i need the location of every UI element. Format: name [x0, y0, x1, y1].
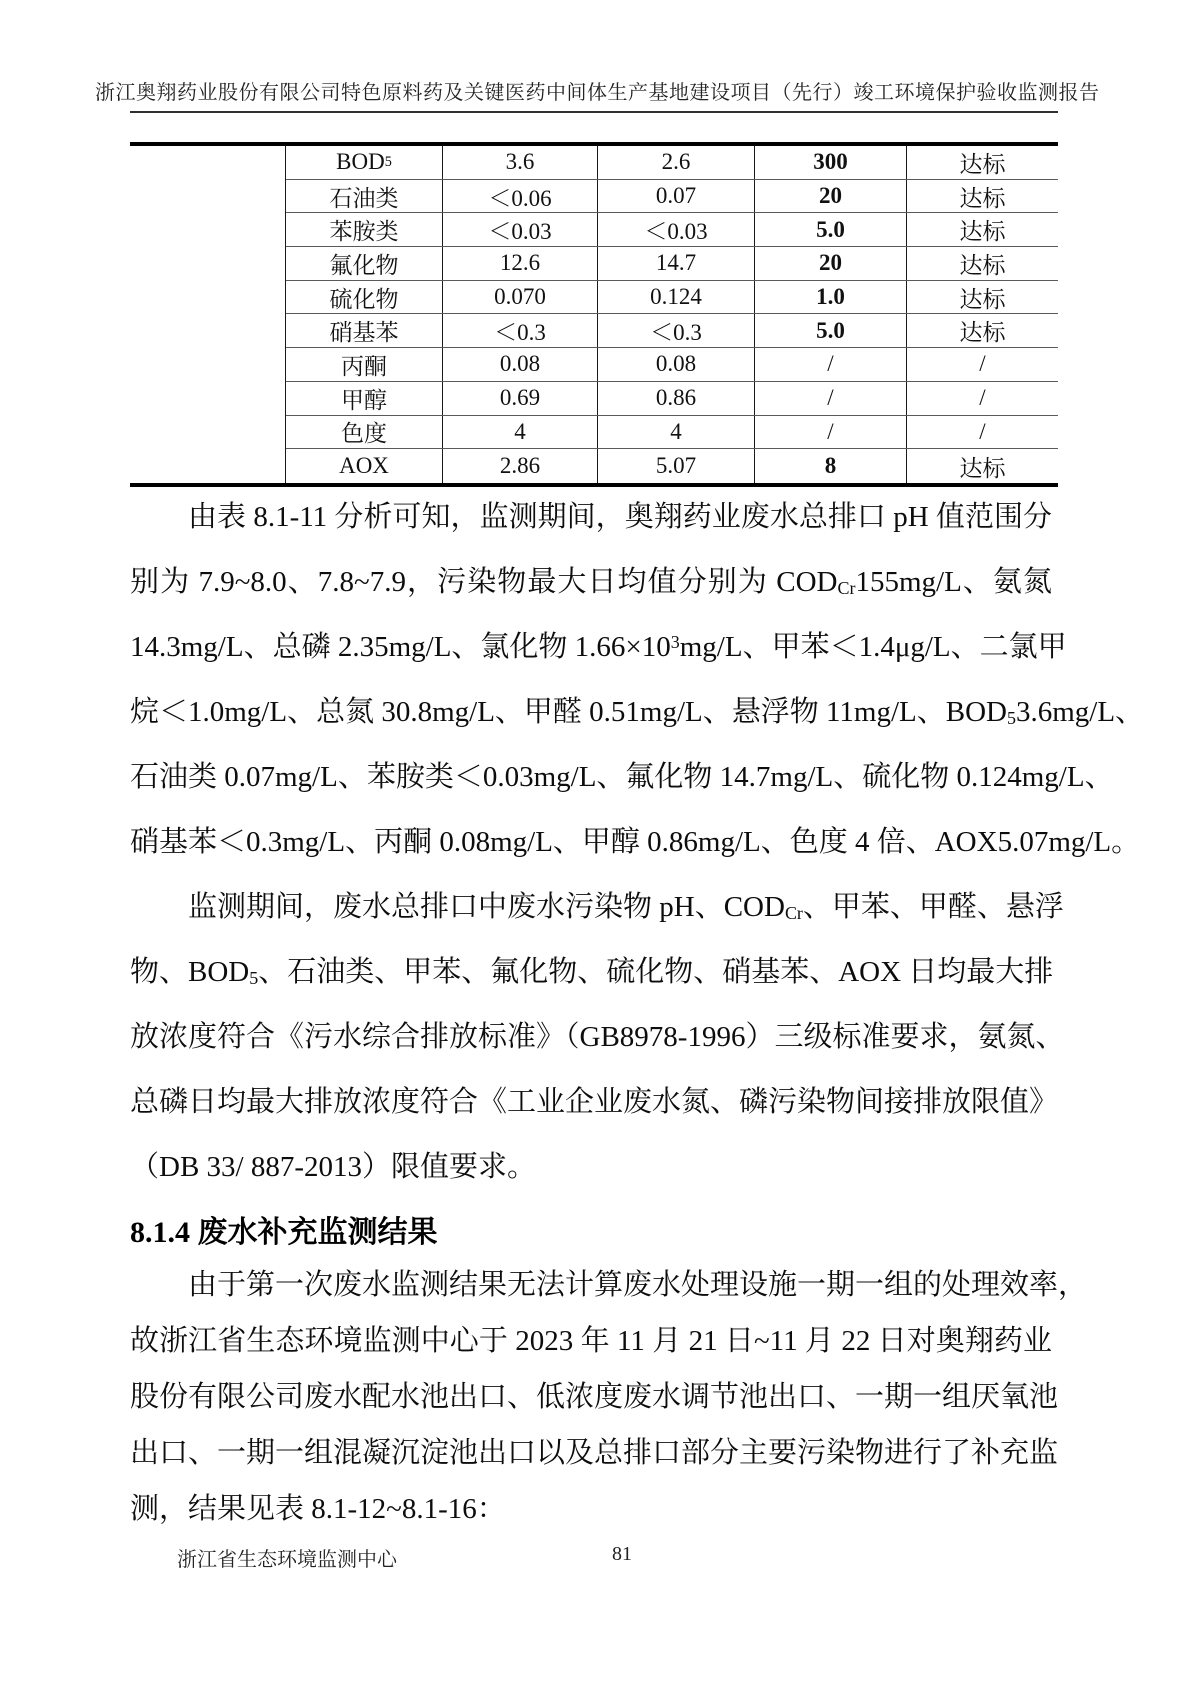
table-merged-empty-cell: [130, 146, 286, 483]
standard-cell: 8: [755, 449, 907, 483]
text-line: 别为 7.9~8.0、7.8~7.9，污染物最大日均值分别为 $COD_{Cr}155mg/L$、氨氮: [130, 566, 1052, 599]
pollutant-table-rows: [286, 146, 1058, 483]
text-line: 14.3mg/L、总磷 2.35mg/L、氯化物 $1.66\times 10^3mg/L$、甲苯＜1.4μg/L、二氯甲: [130, 631, 1067, 663]
outfall-a-cell: 3.6: [443, 146, 598, 179]
outfall-a-cell: 0.070: [443, 281, 598, 314]
text-line: 石油类 0.07mg/L、苯胺类＜0.03mg/L、氟化物 14.7mg/L、硫化物 0.124mg/L、: [130, 761, 1114, 793]
outfall-b-cell: 0.124: [598, 281, 755, 314]
outfall-a-cell: ＜0.06: [443, 180, 598, 213]
outfall-a-cell: 12.6: [443, 247, 598, 280]
param-cell: 苯胺类: [286, 213, 443, 246]
standard-cell: /: [755, 416, 907, 449]
standard-cell: 300: [755, 146, 907, 179]
standard-cell: 20: [755, 247, 907, 280]
footer-organization: 浙江省生态环境监测中心: [177, 1549, 397, 1571]
text-line: 由表 8.1-11 分析可知，监测期间，奥翔药业废水总排口 pH 值范围分: [188, 501, 1052, 533]
outfall-a-cell: 0.08: [443, 348, 598, 381]
table-row: [286, 146, 1058, 180]
table-row: [286, 180, 1058, 214]
text-line: 测，结果见表 8.1-12~8.1-16：: [130, 1493, 506, 1525]
result-cell: 达标: [959, 252, 1006, 278]
outfall-b-cell: 2.6: [598, 146, 755, 179]
result-cell: /: [979, 351, 986, 377]
paragraph-3: [130, 1257, 1088, 1537]
outfall-b-cell: ＜0.03: [598, 213, 755, 246]
outfall-b-cell: 4: [598, 416, 755, 449]
outfall-b-cell: 0.08: [598, 348, 755, 381]
param-cell: 氟化物: [286, 247, 443, 280]
footer-page-number: 81: [612, 1543, 632, 1565]
table-row: [286, 449, 1058, 483]
page-header-title: 浙江奥翔药业股份有限公司特色原料药及关键医药中间体生产基地建设项目（先行）竣工环境保护验收监测报告: [95, 82, 1100, 104]
param-cell: 色度: [286, 416, 443, 449]
text-line: 物、$BOD_5$、石油类、甲苯、氟化物、硫化物、硝基苯、AOX 日均最大排: [130, 956, 1054, 989]
text-line: 故浙江省生态环境监测中心于 2023 年 11 月 21 日~11 月 22 日对奥翔药业: [130, 1325, 1052, 1357]
outfall-b-cell: ＜0.3: [598, 314, 755, 347]
text-line: 总磷日均最大排放浓度符合《工业企业废水氮、磷污染物间接排放限值》: [130, 1086, 1059, 1118]
table-row: [286, 314, 1058, 348]
text-line: 监测期间，废水总排口中废水污染物 pH、$COD_{Cr}$、甲苯、甲醛、悬浮: [188, 891, 1064, 924]
text-line: 出口、一期一组混凝沉淀池出口以及总排口部分主要污染物进行了补充监: [130, 1437, 1059, 1469]
outfall-b-cell: 0.86: [598, 382, 755, 415]
param-cell: 硝基苯: [286, 314, 443, 347]
outfall-b-cell: 14.7: [598, 247, 755, 280]
text-line: 硝基苯＜0.3mg/L、丙酮 0.08mg/L、甲醇 0.86mg/L、色度 4 倍、AOX5.07mg/L。: [130, 826, 1141, 858]
outfall-a-cell: ＜0.03: [443, 213, 598, 246]
section-heading: 8.1.4 废水补充监测结果: [130, 1216, 438, 1249]
paragraph-1: [130, 485, 1145, 875]
outfall-a-cell: 0.69: [443, 382, 598, 415]
standard-cell: /: [755, 348, 907, 381]
outfall-a-cell: 4: [443, 416, 598, 449]
text-line: （DB 33/ 887-2013）限值要求。: [130, 1151, 537, 1183]
param-cell: 丙酮: [286, 348, 443, 381]
result-cell: 达标: [959, 151, 1006, 177]
header-divider: [130, 111, 1058, 113]
pollutant-results-table: [130, 142, 1058, 487]
text-line: 烷＜1.0mg/L、总氮 30.8mg/L、甲醛 0.51mg/L、悬浮物 11mg/L、$BOD_53.6mg/L$、: [130, 696, 1145, 729]
param-cell: AOX: [286, 449, 443, 483]
standard-cell: 20: [755, 180, 907, 213]
table-row: [286, 213, 1058, 247]
param-cell: BOD 5: [286, 146, 443, 179]
table-row: [286, 281, 1058, 315]
outfall-b-cell: 0.07: [598, 180, 755, 213]
outfall-a-cell: 2.86: [443, 449, 598, 483]
standard-cell: 1.0: [755, 281, 907, 314]
result-cell: /: [979, 385, 986, 411]
text-line: 由于第一次废水监测结果无法计算废水处理设施一期一组的处理效率，: [188, 1269, 1088, 1301]
result-cell: 达标: [959, 185, 1006, 211]
result-cell: 达标: [959, 219, 1006, 245]
outfall-a-cell: ＜0.3: [443, 314, 598, 347]
result-cell: /: [979, 418, 986, 444]
standard-cell: 5.0: [755, 213, 907, 246]
table-row: [286, 382, 1058, 416]
table-row: [286, 247, 1058, 281]
param-cell: 石油类: [286, 180, 443, 213]
result-cell: 达标: [959, 320, 1006, 346]
result-cell: 达标: [959, 455, 1006, 481]
table-row: [286, 416, 1058, 450]
outfall-b-cell: 5.07: [598, 449, 755, 483]
param-cell: 硫化物: [286, 281, 443, 314]
paragraph-2: [130, 875, 1065, 1200]
standard-cell: 5.0: [755, 314, 907, 347]
table-row: [286, 348, 1058, 382]
text-line: 放浓度符合《污水综合排放标准》（GB8978-1996）三级标准要求，氨氮、: [130, 1021, 1065, 1053]
standard-cell: /: [755, 382, 907, 415]
result-cell: 达标: [959, 286, 1006, 312]
text-line: 股份有限公司废水配水池出口、低浓度废水调节池出口、一期一组厌氧池: [130, 1381, 1059, 1413]
param-cell: 甲醇: [286, 382, 443, 415]
